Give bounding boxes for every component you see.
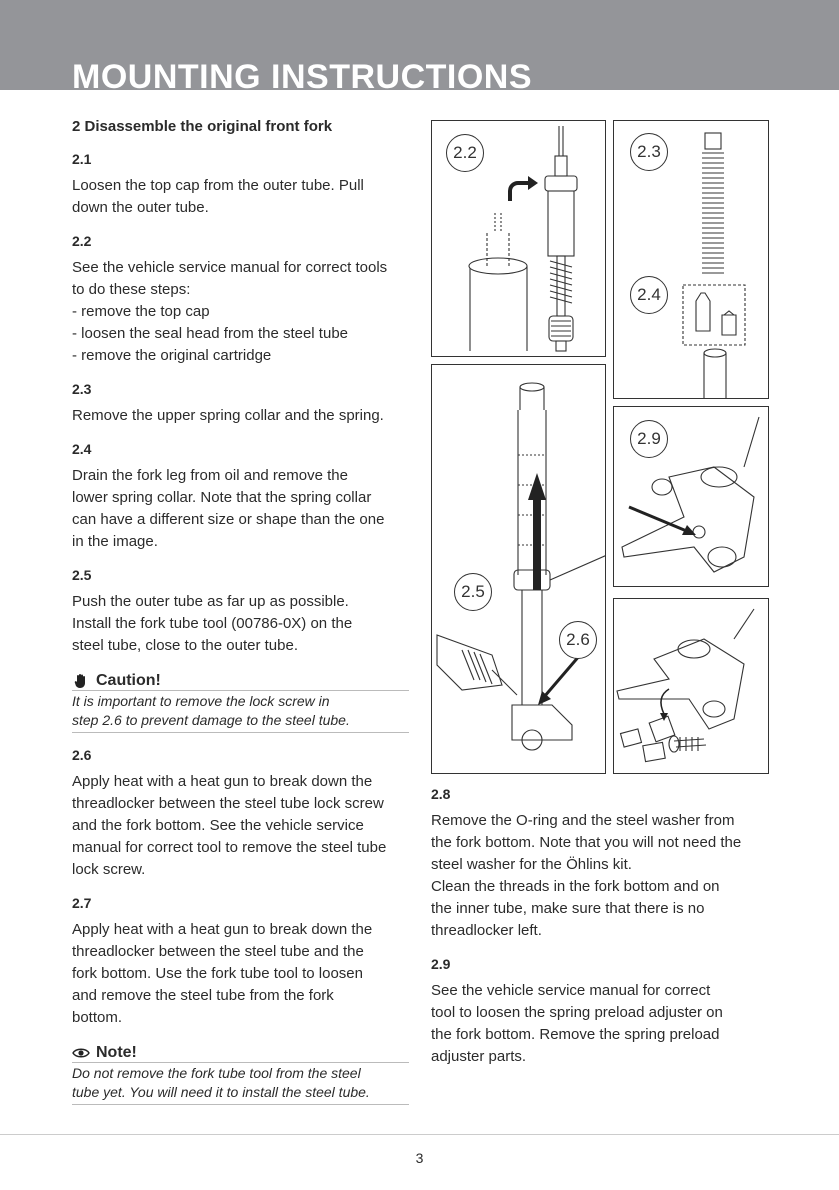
figure-label-2-9: 2.9 bbox=[630, 420, 668, 458]
caution-text: It is important to remove the lock screw in step 2.6 to prevent damage to the steel tube. bbox=[72, 691, 409, 733]
caution-header bbox=[72, 671, 409, 691]
preload-adjuster-parts-illustration bbox=[614, 599, 769, 774]
section-title: 2 Disassemble the original front fork bbox=[72, 118, 333, 135]
fork-tube-tool-illustration bbox=[432, 365, 606, 774]
step-text-2-4: Drain the fork leg from oil and remove the lower spring collar. Note that the spring collar can have a different size or shape than the one in the image. bbox=[72, 467, 385, 550]
figure-2-9 bbox=[613, 406, 769, 587]
step-text-2-5: Push the outer tube as far up as possible. Install the fork tube tool (00786-0X) on the steel tube, close to the outer tube. bbox=[72, 593, 353, 654]
figure-label-2-2: 2.2 bbox=[446, 134, 484, 172]
page-number: 3 bbox=[415, 1150, 424, 1166]
hand-stop-icon bbox=[72, 672, 90, 690]
step-text-2-8: Remove the O-ring and the steel washer from the fork bottom. Note that you will not need the steel washer for the Öhlins kit. Clean the threads in the fork bottom and on the inner tube, make sure that there is no threadlocker left. bbox=[431, 812, 742, 939]
right-column bbox=[431, 786, 771, 1082]
page-header bbox=[0, 0, 839, 90]
figure-label-2-4: 2.4 bbox=[630, 276, 668, 314]
note-title: Note! bbox=[96, 1043, 137, 1061]
caution-box bbox=[72, 671, 409, 733]
step-number-2-6: 2.6 bbox=[72, 747, 92, 763]
step-text-2-7: Apply heat with a heat gun to break down the threadlocker between the steel tube and the fork bottom. Use the fork tube tool to loosen and remove the steel tube from the fork bottom. bbox=[72, 921, 373, 1026]
spring-coils bbox=[702, 153, 724, 273]
step-text-2-9: See the vehicle service manual for correct tool to loosen the spring preload adjuster on the fork bottom. Remove the spring preload adjuster parts. bbox=[431, 982, 723, 1065]
page-title: MOUNTING INSTRUCTIONS bbox=[72, 58, 533, 90]
figure-label-2-6: 2.6 bbox=[559, 621, 597, 659]
step-number-2-7: 2.7 bbox=[72, 895, 92, 911]
step-text-2-2: See the vehicle service manual for correct tools to do these steps: - remove the top cap - loosen the seal head from the steel tube - remove the original cartridge bbox=[72, 259, 388, 364]
figure-preload-parts bbox=[613, 598, 769, 774]
figure-2-5-2-6 bbox=[431, 364, 606, 774]
left-column bbox=[72, 118, 409, 1119]
footer-divider bbox=[0, 1134, 839, 1135]
figure-2-3-2-4 bbox=[613, 120, 769, 399]
figure-label-2-5: 2.5 bbox=[454, 573, 492, 611]
figure-label-2-3: 2.3 bbox=[630, 133, 668, 171]
step-text-2-3: Remove the upper spring collar and the spring. bbox=[72, 407, 384, 424]
step-number-2-2: 2.2 bbox=[72, 233, 92, 249]
step-number-2-1: 2.1 bbox=[72, 151, 92, 167]
figure-2-2 bbox=[431, 120, 606, 357]
step-number-2-5: 2.5 bbox=[72, 567, 92, 583]
eye-icon bbox=[72, 1044, 90, 1062]
note-text: Do not remove the fork tube tool from the steel tube yet. You will need it to install the steel tube. bbox=[72, 1063, 409, 1105]
step-text-2-1: Loosen the top cap from the outer tube. Pull down the outer tube. bbox=[72, 177, 364, 216]
note-box bbox=[72, 1043, 409, 1105]
step-number-2-9: 2.9 bbox=[431, 956, 451, 972]
step-text-2-6: Apply heat with a heat gun to break down the threadlocker between the steel tube lock screw and the fork bottom. See the vehicle service manual for correct tool to remove the steel tube lock screw. bbox=[72, 773, 387, 878]
caution-title: Caution! bbox=[96, 671, 161, 689]
note-header bbox=[72, 1043, 409, 1063]
step-number-2-8: 2.8 bbox=[431, 786, 451, 802]
step-number-2-3: 2.3 bbox=[72, 381, 92, 397]
step-number-2-4: 2.4 bbox=[72, 441, 92, 457]
